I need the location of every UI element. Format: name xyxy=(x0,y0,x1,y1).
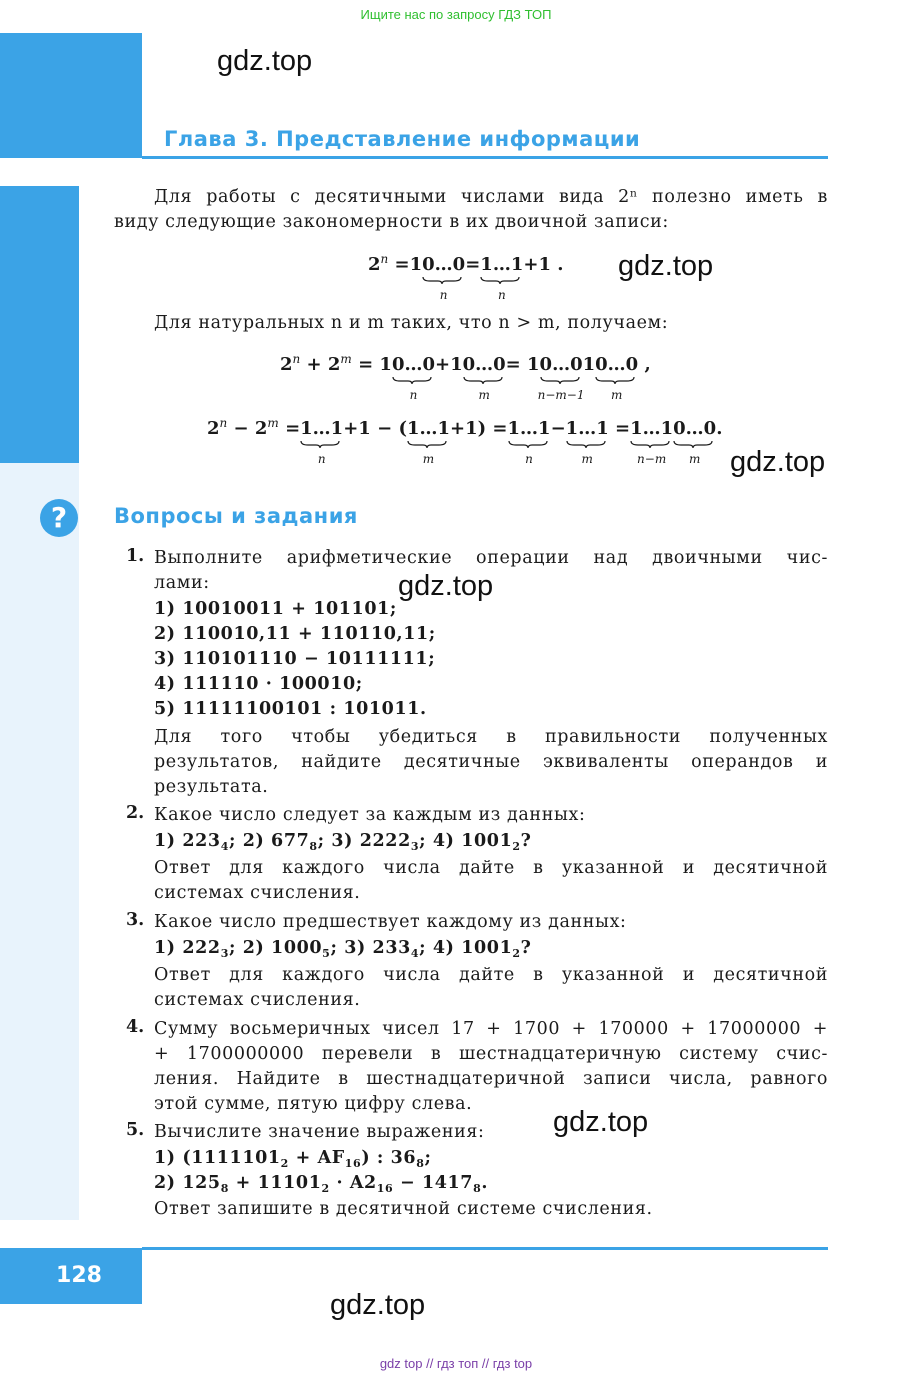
task-5-number: 5. xyxy=(126,1120,145,1140)
task-3-note: системах счисления. xyxy=(154,990,361,1010)
intro-line-1: Для работы с десятичными числами вида 2ⁿ полезно иметь в xyxy=(154,187,828,207)
task-1-item: 1) 10010011 + 101101; xyxy=(154,599,397,619)
task-1-note: результатов, найдите десятичные эквиваленты операндов и xyxy=(154,752,828,772)
intro-line-2: виду следующие закономерности в их двоичной записи: xyxy=(114,212,669,232)
task-5-text: Вычислите значение выражения: xyxy=(154,1122,485,1142)
task-2-note: Ответ для каждого числа дайте в указанной и десятичной xyxy=(154,858,828,878)
task-1-note: Для того чтобы убедиться в правильности полученных xyxy=(154,727,828,747)
task-1-note: результата. xyxy=(154,777,269,797)
watermark: gdz.top xyxy=(330,1289,426,1321)
task-3-text: Какое число предшествует каждому из данных: xyxy=(154,912,627,932)
task-4-number: 4. xyxy=(126,1017,145,1037)
top-banner[interactable]: Ищите нас по запросу ГДЗ ТОП xyxy=(360,7,552,22)
task-3-note: Ответ для каждого числа дайте в указанной и десятичной xyxy=(154,965,828,985)
natural-line: Для натуральных n и m таких, что n > m, получаем: xyxy=(154,313,669,333)
footer-rule xyxy=(142,1247,828,1250)
task-4-text: Сумму восьмеричных чисел 17 + 1700 + 170000 + 17000000 + xyxy=(154,1019,828,1039)
task-4-text: + 1700000000 перевели в шестнадцатеричную систему счис- xyxy=(154,1044,828,1064)
task-5-note: Ответ запишите в десятичной системе счисления. xyxy=(154,1199,653,1219)
task-1-item: 5) 11111100101 : 101011. xyxy=(154,699,427,719)
formula-sum: $2^n + 2^m$ = 10…0 n +10…0 m = 10…0 n−m−1 10…0 m , xyxy=(280,352,651,402)
task-5-expression-2: 2) $125_8 + 11101_2 \cdot A2_{16} - 1417_8$. xyxy=(154,1173,489,1195)
task-3-number: 3. xyxy=(126,910,145,930)
question-icon: ? xyxy=(40,499,78,537)
task-1-item: 4) 111110 · 100010; xyxy=(154,674,363,694)
section-title: Вопросы и задания xyxy=(114,504,358,528)
task-1-item: 2) 110010,11 + 110110,11; xyxy=(154,624,436,644)
task-1-text: лами: xyxy=(154,573,210,593)
chapter-rule xyxy=(142,156,828,159)
watermark: gdz.top xyxy=(618,250,714,282)
watermark: gdz.top xyxy=(553,1106,649,1138)
side-bar-light xyxy=(0,463,79,1220)
footer-links[interactable]: gdz top // гдз топ // гдз top xyxy=(379,1356,533,1371)
task-4-text: этой сумме, пятую цифру слева. xyxy=(154,1094,473,1114)
task-4-text: ления. Найдите в шестнадцатеричной записи числа, равного xyxy=(154,1069,828,1089)
formula-difference: $2^n - 2^m$ =1…1 n +1 − (1…1 m +1) =1…1 n −1…1 m =1…1 n−m 0…0 m . xyxy=(207,416,723,466)
task-3-values: 1) $222_3$; 2) $1000_5$; 3) $233_4$; 4) $1001_2$? xyxy=(154,938,532,960)
task-2-text: Какое число следует за каждым из данных: xyxy=(154,805,586,825)
task-1-item: 3) 110101110 − 10111111; xyxy=(154,649,436,669)
task-5-expression-1: 1) $(1111101_2 + AF_{16})$ : $36_8$; xyxy=(154,1148,432,1170)
header-block xyxy=(0,33,142,158)
watermark: gdz.top xyxy=(730,446,826,478)
chapter-title: Глава 3. Представление информации xyxy=(164,127,641,151)
task-1-text: Выполните арифметические операции над двоичными чис- xyxy=(154,548,828,568)
watermark: gdz.top xyxy=(217,45,313,77)
watermark: gdz.top xyxy=(398,570,494,602)
task-2-number: 2. xyxy=(126,803,145,823)
task-2-note: системах счисления. xyxy=(154,883,361,903)
task-1-number: 1. xyxy=(126,546,145,566)
side-bar-blue xyxy=(0,186,79,463)
formula-powers-of-two: $2^n$ =10…0 n =1…1 n +1 . xyxy=(368,252,564,302)
page-number: 128 xyxy=(0,1248,142,1304)
task-2-values: 1) $223_4$; 2) $677_8$; 3) $2222_3$; 4) $1001_2$? xyxy=(154,831,532,853)
